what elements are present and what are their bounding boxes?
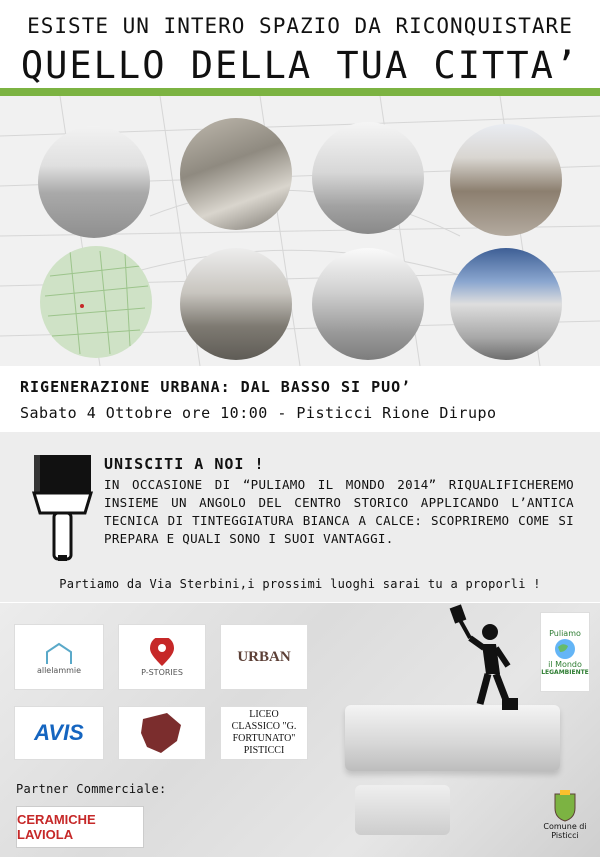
allelammie-logo: allelammie xyxy=(14,624,104,690)
liceo-logo: LICEO CLASSICO "G. FORTUNATO" PISTICCI xyxy=(220,706,308,760)
comune-pisticci-crest: Comune di Pisticci xyxy=(540,790,590,850)
painter-figure-icon xyxy=(430,600,540,710)
ceramiche-laviola-logo: CERAMICHE LAVIOLA xyxy=(16,806,144,848)
photo-circle-6 xyxy=(180,248,292,360)
photo-circle-7 xyxy=(312,248,424,360)
region-shape-icon xyxy=(137,711,187,755)
photo-circle-2 xyxy=(180,118,292,230)
map-circle xyxy=(40,246,152,358)
event-datetime: Sabato 4 Ottobre ore 10:00 - Pisticci Rione Dirupo xyxy=(20,404,497,422)
departure-note: Partiamo da Via Sterbini,i prossimi luoghi sarai tu a proporli ! xyxy=(59,577,541,591)
globe-icon xyxy=(554,638,576,660)
stone-ledge xyxy=(345,705,560,771)
map-pin-icon xyxy=(148,638,176,668)
house-icon xyxy=(39,640,79,666)
urban-logo: URBAN xyxy=(220,624,308,690)
photo-circle-1 xyxy=(38,126,150,238)
pstories-logo: P-STORIES xyxy=(118,624,206,690)
event-title: RIGENERAZIONE URBANA: DAL BASSO SI PUO’ xyxy=(20,378,412,396)
coat-of-arms-icon xyxy=(552,790,578,822)
partners-label: Partner Commerciale: xyxy=(16,782,167,796)
headline-line1: ESISTE UN INTERO SPAZIO DA RICONQUISTARE xyxy=(27,14,573,38)
stone-block xyxy=(355,785,450,835)
join-title: UNISCITI A NOI ! xyxy=(104,455,265,473)
header xyxy=(0,0,600,96)
paintbrush-icon xyxy=(30,455,95,565)
headline-line2: QUELLO DELLA TUA CITTA’ xyxy=(20,44,580,87)
region-map-logo xyxy=(118,706,206,760)
avis-logo: AVIS xyxy=(14,706,104,760)
map-icon xyxy=(40,246,152,358)
photo-band xyxy=(0,96,600,366)
join-description: IN OCCASIONE DI “PULIAMO IL MONDO 2014” RIQUALIFICHEREMO INSIEME UN ANGOLO DEL CENTRO STORICO APPLICANDO L’ANTICA TECNICA DI TINTEGGIATURA BIANCA A CALCE: SCOPRIREMO COME SI PREPARA E QUALI SONO I SUOI VANTAGGI. xyxy=(104,477,574,546)
photo-circle-8 xyxy=(450,248,562,360)
puliamo-il-mondo-logo: Puliamo il Mondo LEGAMBIENTE xyxy=(540,612,590,692)
green-divider xyxy=(0,88,600,96)
photo-circle-4 xyxy=(450,124,562,236)
photo-circle-3 xyxy=(312,122,424,234)
